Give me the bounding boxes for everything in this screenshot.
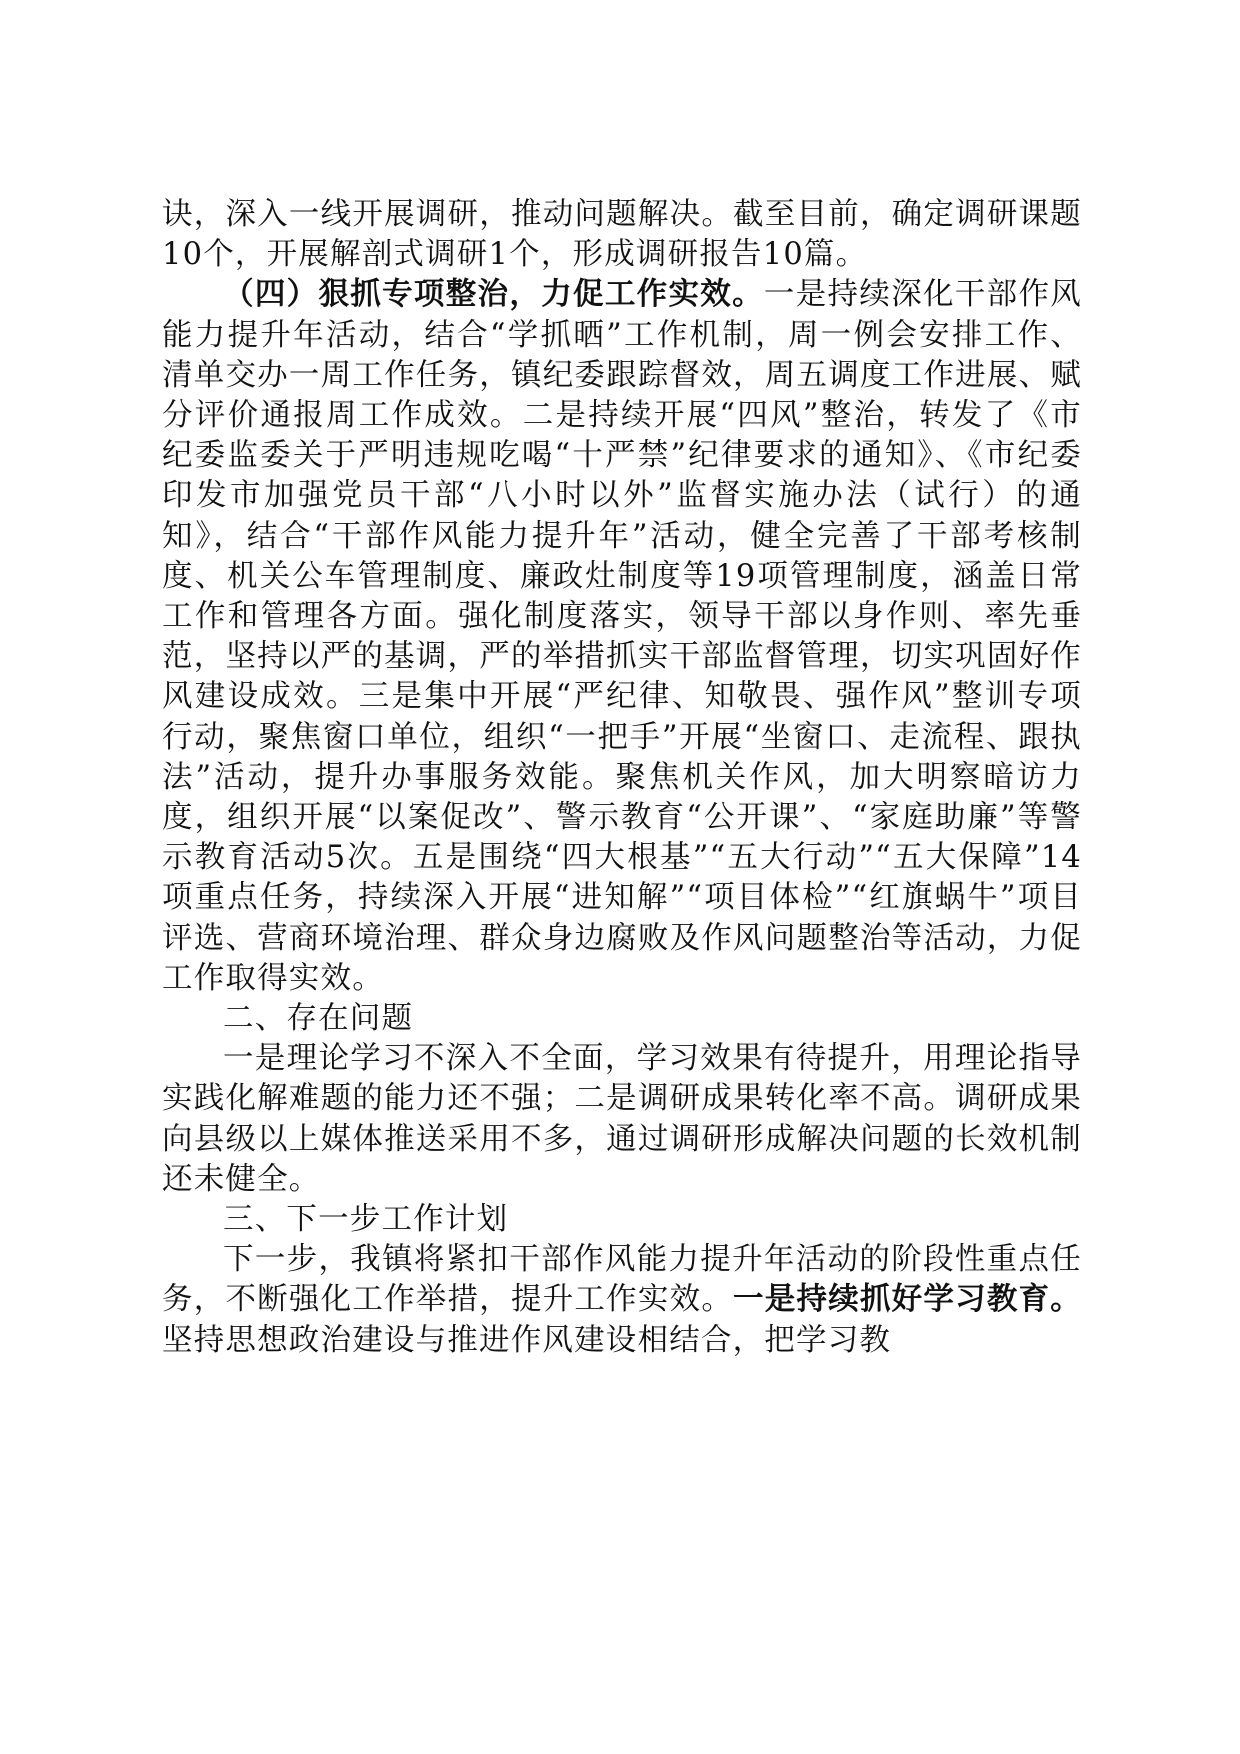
paragraph-problems: 一是理论学习不深入不全面，学习效果有待提升，用理论指导实践化解难题的能力还不强；二是调研成果转化率不高。调研成果向县级以上媒体推送采用不多，通过调研形成解决问题的长效机制还未健全。 xyxy=(162,1041,1082,1197)
paragraph-research-continued: 诀，深入一线开展调研，推动问题解决。截至目前，确定调研课题10个，开展解剖式调研1个，形成调研报告10篇。 xyxy=(162,197,1082,273)
heading-existing-problems: 二、存在问题 xyxy=(223,1001,414,1037)
paragraph-special-rectification xyxy=(162,275,1082,999)
next-steps-tail: 坚持思想政治建设与推进作风建设相结合，把学习教 xyxy=(162,1322,892,1358)
heading-next-steps: 三、下一步工作计划 xyxy=(223,1202,509,1238)
next-steps-body: 下一步，我镇将紧扣干部作风能力提升年活动的阶段性重点任务，不断强化工作举措，提升工作实效。 xyxy=(162,1242,1082,1318)
paragraph-next-steps xyxy=(162,1240,1082,1361)
next-steps-bold-item: 一是持续抓好学习教育。 xyxy=(733,1282,1082,1318)
document-page xyxy=(162,195,1082,1361)
section-4-heading: （四）狠抓专项整治，力促工作实效。 xyxy=(223,277,764,313)
section-4-body: 一是持续深化干部作风能力提升年活动，结合“学抓晒”工作机制，周一例会安排工作、清单交办一周工作任务，镇纪委跟踪督效，周五调度工作进展、赋分评价通报周工作成效。二是持续开展“四风”整治，转发了《市纪委监委关于严明违规吃喝“十严禁”纪律要求的通知》、《市纪委印发市加强党员干部“八小时以外”监督实施办法（试行）的通知》，结合“干部作风能力提升年”活动，健全完善了干部考核制度、机关公车管理制度、廉政灶制度等19项管理制度，涵盖日常工作和管理各方面。强化制度落实，领导干部以身作则、率先垂范，坚持以严的基调，严的举措抓实干部监督管理，切实巩固好作风建设成效。三是集中开展“严纪律、知敬畏、强作风”整训专项行动，聚焦窗口单位，组织“一把手”开展“坐窗口、走流程、跟执法”活动，提升办事服务效能。聚焦机关作风，加大明察暗访力度，组织开展“以案促改”、警示教育“公开课”、“家庭助廉”等警示教育活动5次。五是围绕“四大根基”“五大行动”“五大保障”14项重点任务，持续深入开展“进知解”“项目体检”“红旗蜗牛”项目评选、营商环境治理、群众身边腐败及作风问题整治等活动，力促工作取得实效。 xyxy=(162,277,1082,996)
